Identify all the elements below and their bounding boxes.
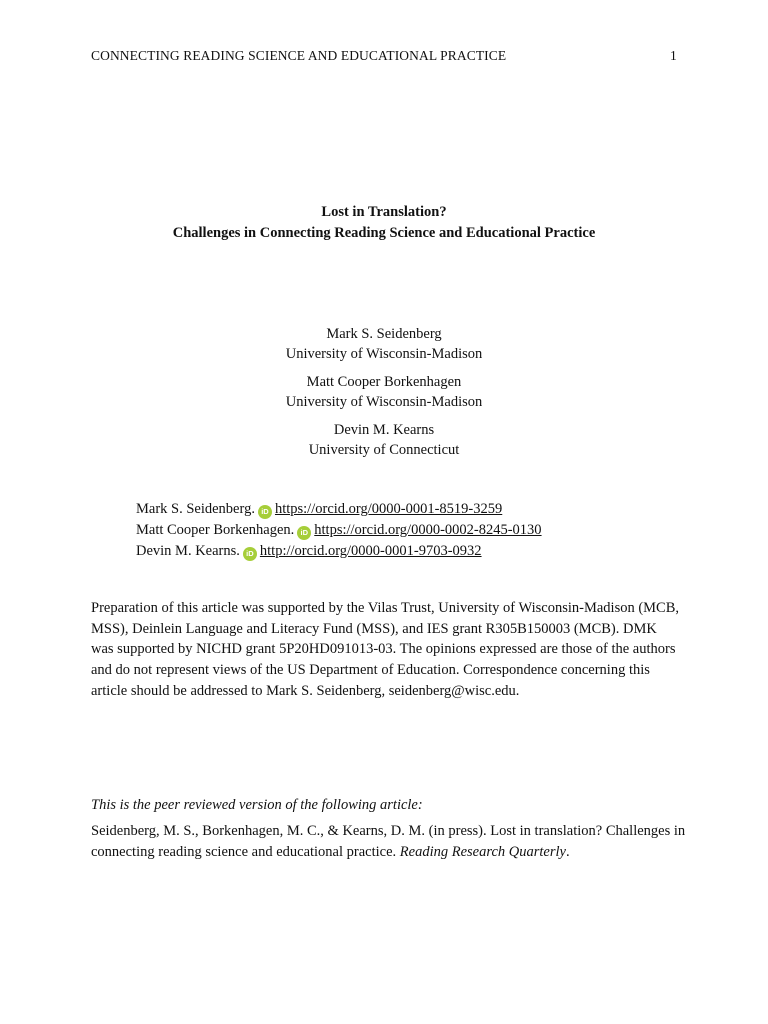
author-note: Preparation of this article was supported by the Vilas Trust, University of Wisconsin-Madison (MCB, MSS), Deinlein Language and Literacy Fund (MSS), and IES grant R305B150003 (MCB). DMK was supported by NICHD grant 5P20HD091013-03. The opinions expressed are those of the authors and do not represent views of the US Department of Education. Correspondence concerning this article should be addressed to Mark S. Seidenberg, seidenberg@wisc.edu. (91, 600, 680, 699)
author-name: Devin M. Kearns (333, 422, 435, 438)
orcid-link[interactable]: https://orcid.org/0000-0002-8245-0130 (314, 522, 542, 538)
orcid-list (136, 499, 542, 562)
title-line-2: Challenges in Connecting Reading Science and Educational Practice (172, 225, 596, 241)
orcid-row (136, 499, 542, 520)
citation (91, 821, 691, 863)
orcid-row (136, 541, 542, 562)
author-affiliation: University of Wisconsin-Madison (285, 346, 483, 362)
citation-end: . (565, 844, 570, 860)
orcid-author-label: Matt Cooper Borkenhagen. (136, 522, 295, 538)
author-entry (0, 324, 768, 364)
author-name: Matt Cooper Borkenhagen (306, 374, 462, 390)
title-line-1: Lost in Translation? (321, 204, 447, 220)
author-affiliation: University of Connecticut (308, 442, 460, 458)
orcid-icon[interactable]: iD (243, 547, 257, 561)
author-entry (0, 420, 768, 460)
page-number: 1 (670, 48, 677, 63)
running-head: CONNECTING READING SCIENCE AND EDUCATIONAL PRACTICE (91, 48, 507, 63)
orcid-row (136, 520, 542, 541)
author-entry (0, 372, 768, 412)
citation-journal: Reading Research Quarterly (399, 844, 566, 860)
orcid-author-label: Mark S. Seidenberg. (136, 501, 255, 517)
orcid-link[interactable]: http://orcid.org/0000-0001-9703-0932 (259, 543, 482, 559)
paper-title (0, 202, 768, 244)
citation-text: Seidenberg, M. S., Borkenhagen, M. C., & Kearns, D. M. (in press). Lost in translation? Challenges in connecting reading science and educational practice. (91, 823, 686, 860)
orcid-link[interactable]: https://orcid.org/0000-0001-8519-3259 (274, 501, 503, 517)
orcid-icon[interactable]: iD (258, 505, 272, 519)
orcid-icon[interactable]: iD (297, 526, 311, 540)
orcid-author-label: Devin M. Kearns. (136, 543, 240, 559)
author-list (0, 324, 768, 468)
author-name: Mark S. Seidenberg (326, 326, 442, 342)
author-affiliation: University of Wisconsin-Madison (285, 394, 483, 410)
peer-review-note: This is the peer reviewed version of the following article: (91, 797, 423, 813)
